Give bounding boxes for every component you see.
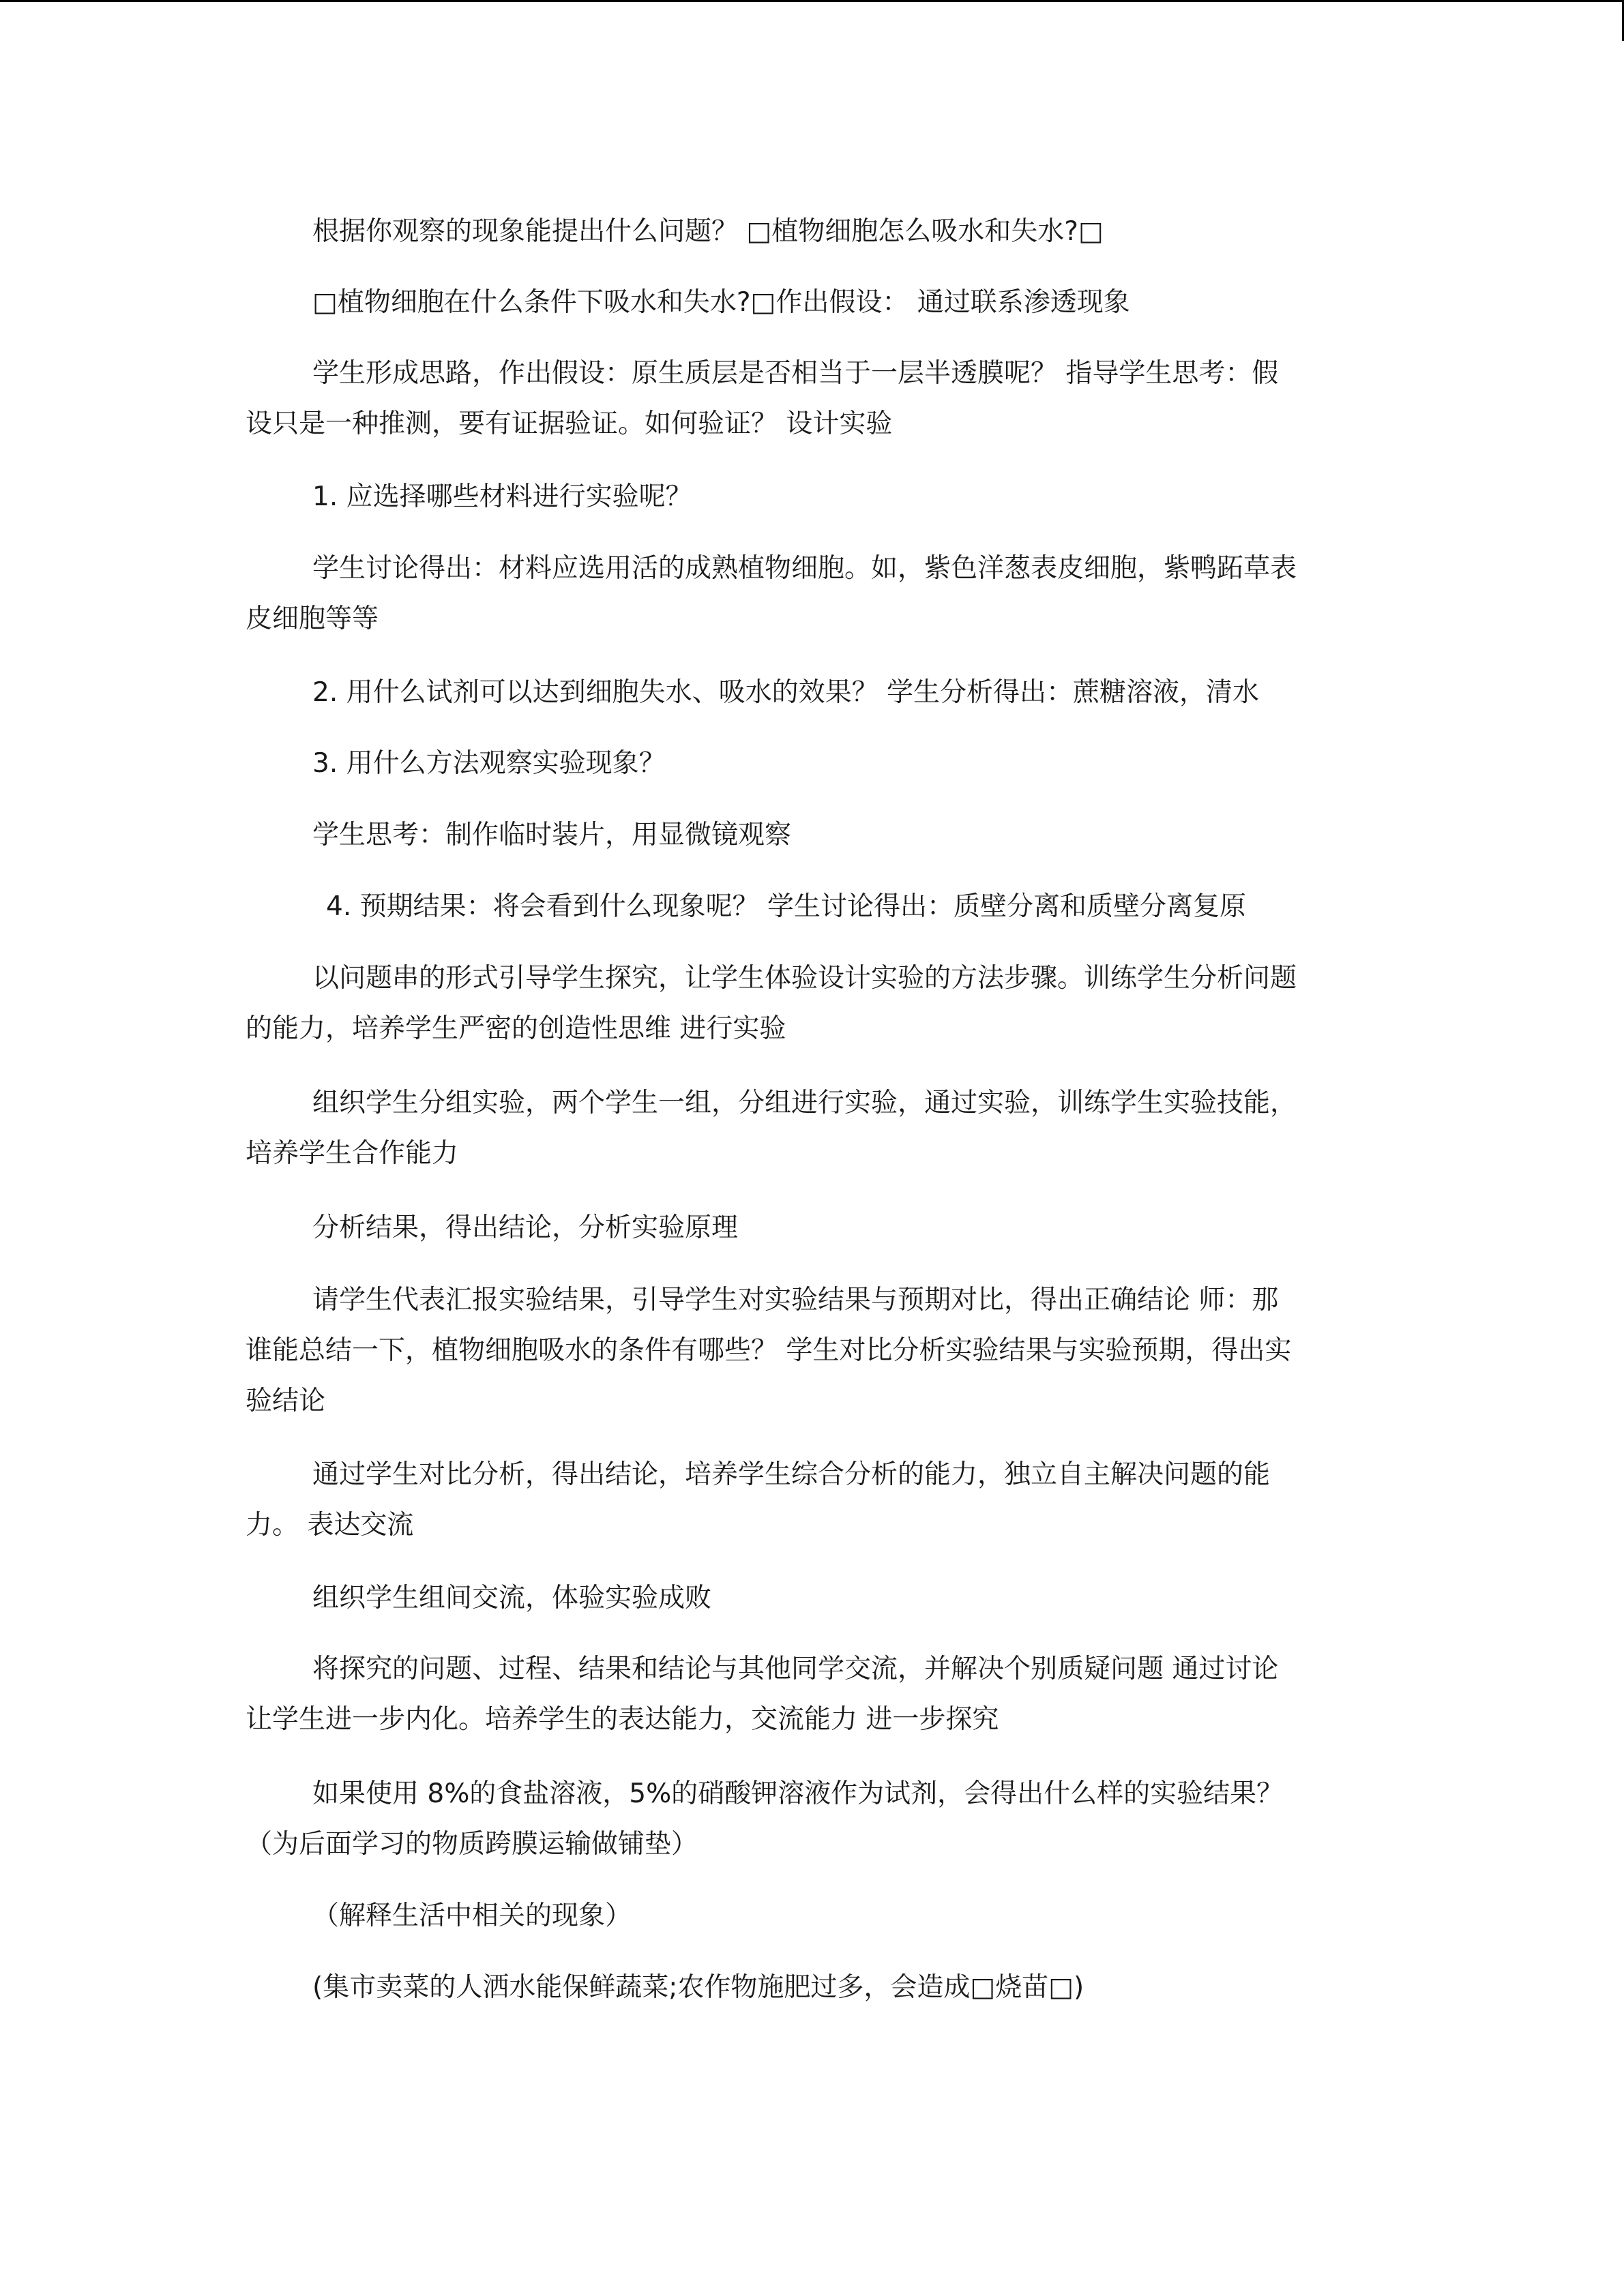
paragraph-line: 以问题串的形式引导学生探究，让学生体验设计实验的方法步骤。训练学生分析问题 — [312, 963, 1297, 994]
paragraph-line: 皮细胞等等 — [246, 603, 379, 634]
paragraph-line: 设只是一种推测，要有证据验证。如何验证？ 设计实验 — [246, 408, 893, 439]
paragraph-step-3 — [247, 739, 1379, 789]
paragraph-line: 力。 表达交流 — [246, 1510, 414, 1540]
paragraph-material-discussion — [247, 543, 1379, 644]
paragraph-further-inquiry — [247, 1769, 1379, 1870]
paragraph-problem-chain — [247, 953, 1379, 1054]
paragraph-share-inquiry — [247, 1644, 1379, 1745]
paragraph-line: 请学生代表汇报实验结果，引导学生对实验结果与预期对比，得出正确结论 师：那 — [312, 1285, 1279, 1315]
paragraph-explain-phenomena — [247, 1891, 1379, 1941]
paragraph-group-experiment — [247, 1078, 1379, 1179]
paragraph-student-hypothesis — [247, 348, 1379, 449]
paragraph-comparison — [247, 1450, 1379, 1551]
paragraph-student-thinking — [247, 810, 1379, 861]
paragraph-line: 将探究的问题、过程、结果和结论与其他同学交流，并解决个别质疑问题 通过讨论 — [312, 1654, 1279, 1684]
paragraph-line: 培养学生合作能力 — [246, 1138, 459, 1169]
paragraph-line: 学生形成思路，作出假设：原生质层是否相当于一层半透膜呢？ 指导学生思考：假 — [312, 358, 1279, 389]
paragraph-analyze-results — [247, 1203, 1379, 1253]
paragraph-step-1 — [247, 472, 1379, 522]
paragraph-line: （为后面学习的物质跨膜运输做铺垫） — [246, 1829, 698, 1860]
page-top-border — [0, 0, 1624, 2]
paragraph-line: 谁能总结一下，植物细胞吸水的条件有哪些？ 学生对比分析实验结果与实验预期，得出实 — [246, 1335, 1292, 1366]
paragraph-line: 1. 应选择哪些材料进行实验呢？ — [312, 481, 692, 512]
paragraph-line: 组织学生分组实验，两个学生一组，分组进行实验，通过实验，训练学生实验技能， — [312, 1088, 1297, 1118]
paragraph-line: 学生思考：制作临时装片，用显微镜观察 — [312, 820, 792, 850]
paragraph-line: 让学生进一步内化。培养学生的表达能力，交流能力 进一步探究 — [246, 1704, 999, 1735]
paragraph-line: 2. 用什么试剂可以达到细胞失水、吸水的效果？ 学生分析得出：蔗糖溶液，清水 — [312, 677, 1260, 708]
paragraph-line: 学生讨论得出：材料应选用活的成熟植物细胞。如，紫色洋葱表皮细胞，紫鸭跖草表 — [312, 553, 1297, 584]
paragraph-line: □植物细胞在什么条件下吸水和失水?□作出假设： 通过联系渗透现象 — [312, 287, 1130, 318]
paragraph-line: 通过学生对比分析，得出结论，培养学生综合分析的能力，独立自主解决问题的能 — [312, 1459, 1271, 1490]
paragraph-line: （解释生活中相关的现象） — [312, 1900, 632, 1931]
paragraph-hypothesis-condition — [247, 278, 1379, 328]
paragraph-line: (集市卖菜的人洒水能保鲜蔬菜;农作物施肥过多，会造成□烧苗□) — [312, 1972, 1084, 2003]
paragraph-line: 3. 用什么方法观察实验现象？ — [312, 748, 666, 779]
paragraph-line: 根据你观察的现象能提出什么问题？ □植物细胞怎么吸水和失水?□ — [312, 216, 1104, 247]
paragraph-line: 组织学生组间交流，体验实验成败 — [312, 1583, 712, 1613]
paragraph-step-2 — [247, 668, 1379, 718]
paragraph-line: 分析结果，得出结论，分析实验原理 — [312, 1212, 739, 1243]
paragraph-line: 验结论 — [246, 1386, 326, 1416]
paragraph-question — [247, 207, 1379, 257]
paragraph-line: 的能力，培养学生严密的创造性思维 进行实验 — [246, 1013, 786, 1044]
paragraph-daily-examples — [247, 1963, 1379, 2013]
paragraph-step-4 — [247, 882, 1379, 932]
paragraph-group-exchange — [247, 1573, 1379, 1624]
paragraph-line: 如果使用 8%的食盐溶液，5%的硝酸钾溶液作为试剂，会得出什么样的实验结果？ — [312, 1778, 1284, 1809]
paragraph-line: 4. 预期结果：将会看到什么现象呢？ 学生讨论得出：质壁分离和质壁分离复原 — [326, 891, 1247, 922]
paragraph-report-results — [247, 1275, 1379, 1427]
